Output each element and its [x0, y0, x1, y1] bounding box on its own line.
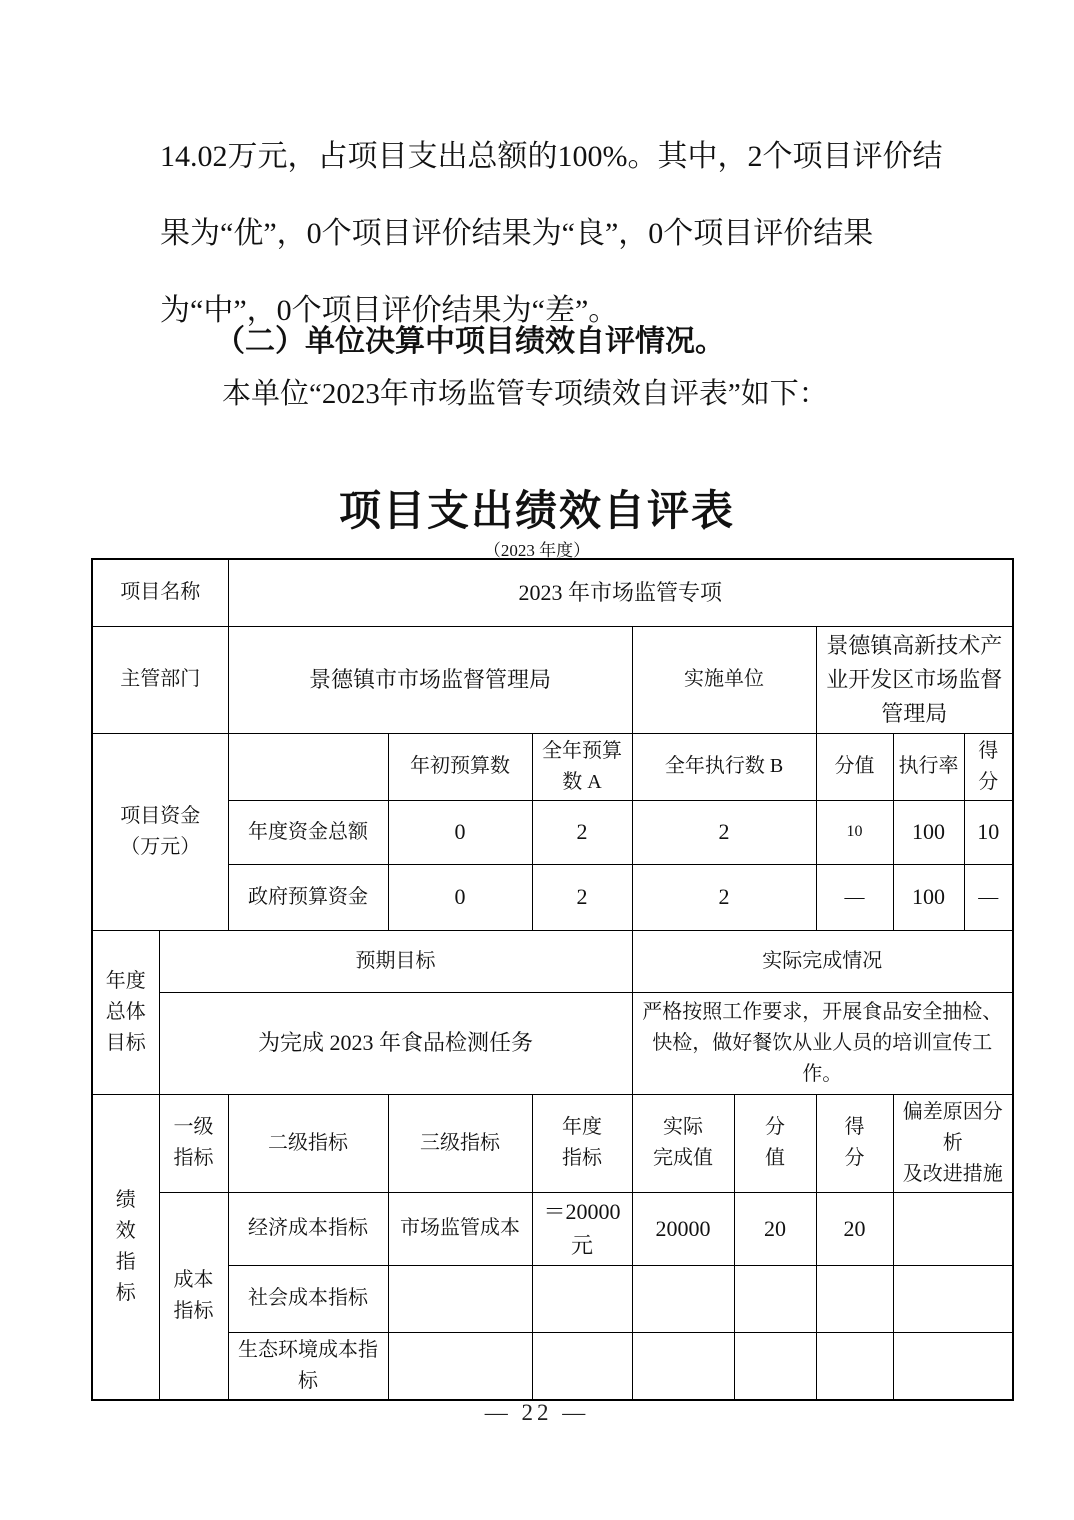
table-row: [92, 1265, 1013, 1332]
body-paragraph: [160, 118, 960, 349]
funding-label: 项目资金 （万元）: [92, 733, 228, 930]
funding-row-label: 年度资金总额: [228, 800, 388, 864]
funding-initial: 0: [388, 800, 532, 864]
table-title: 项目支出绩效自评表: [338, 489, 735, 535]
header-execution-rate: 执行率: [893, 733, 964, 800]
funding-weight: —: [816, 864, 893, 930]
funding-annual: 2: [532, 864, 632, 930]
performance-label: 绩 效 指 标: [92, 1094, 159, 1400]
indicator-weight: 20: [734, 1192, 816, 1265]
table-row: [92, 930, 1013, 992]
expected-goal-header: 预期目标: [159, 930, 632, 992]
funding-empty-header: [228, 733, 388, 800]
header-score: 得 分: [964, 733, 1013, 800]
cost-indicator-group-label: 成本 指标: [159, 1192, 228, 1400]
indicator-level3: [388, 1265, 532, 1332]
header-annual-execution: 全年执行数 B: [632, 733, 816, 800]
header-level2-indicator: 二级指标: [228, 1094, 388, 1192]
indicator-annual-target: ＝20000 元: [532, 1192, 632, 1265]
funding-rate: 100: [893, 800, 964, 864]
table-row: [92, 1332, 1013, 1400]
funding-annual: 2: [532, 800, 632, 864]
header-level3-indicator: 三级指标: [388, 1094, 532, 1192]
indicator-level3: [388, 1332, 532, 1400]
indicator-actual: 20000: [632, 1192, 734, 1265]
impl-unit-value: 景德镇高新技术产业开发区市场监督管理局: [816, 626, 1013, 733]
header-weight: 分值: [816, 733, 893, 800]
table-row: [92, 1094, 1013, 1192]
dept-label: 主管部门: [92, 626, 228, 733]
expected-goal-value: 为完成 2023 年食品检测任务: [159, 992, 632, 1094]
table-row: [92, 1192, 1013, 1265]
table-subtitle: （2023 年度）: [483, 541, 591, 560]
indicator-annual-target: [532, 1332, 632, 1400]
indicator-level3: 市场监管成本: [388, 1192, 532, 1265]
funding-row-label: 政府预算资金: [228, 864, 388, 930]
actual-completion-header: 实际完成情况: [632, 930, 1013, 992]
paragraph-line: 为“中”，0个项目评价结果为“差”。: [160, 294, 619, 327]
dept-value: 景德镇市市场监督管理局: [228, 626, 632, 733]
funding-initial: 0: [388, 864, 532, 930]
annual-goal-label: 年度 总体 目标: [92, 930, 159, 1094]
indicator-deviation: [893, 1332, 1013, 1400]
indicator-actual: [632, 1332, 734, 1400]
table-row: [92, 864, 1013, 930]
indicator-weight: [734, 1265, 816, 1332]
header-score: 得 分: [816, 1094, 893, 1192]
table-row: [92, 626, 1013, 733]
indicator-deviation: [893, 1265, 1013, 1332]
paragraph-line: 14.02万元，占项目支出总额的100%。其中，2个项目评价结: [160, 140, 943, 173]
actual-completion-value: 严格按照工作要求，开展食品安全抽检、快检，做好餐饮从业人员的培训宣传工作。: [632, 992, 1013, 1094]
indicator-score: [816, 1332, 893, 1400]
header-initial-budget: 年初预算数: [388, 733, 532, 800]
intro-sentence: 本单位“2023年市场监管专项绩效自评表”如下：: [222, 378, 828, 410]
table-row: [92, 733, 1013, 800]
indicator-actual: [632, 1265, 734, 1332]
header-actual-value: 实际 完成值: [632, 1094, 734, 1192]
funding-weight: 10: [816, 800, 893, 864]
performance-self-evaluation-table: [91, 558, 1014, 1401]
funding-score: 10: [964, 800, 1013, 864]
indicator-level2: 经济成本指标: [228, 1192, 388, 1265]
impl-unit-label: 实施单位: [632, 626, 816, 733]
header-deviation-analysis: 偏差原因分 析 及改进措施: [893, 1094, 1013, 1192]
header-annual-indicator: 年度 指标: [532, 1094, 632, 1192]
table-row: [92, 800, 1013, 864]
paragraph-line: 果为“优”，0个项目评价结果为“良”，0个项目评价结果: [160, 217, 874, 250]
indicator-score: [816, 1265, 893, 1332]
header-annual-budget: 全年预算 数 A: [532, 733, 632, 800]
section-heading: （二）单位决算中项目绩效自评情况。: [215, 325, 725, 358]
table-row: [92, 992, 1013, 1094]
header-level1-indicator: 一级 指标: [159, 1094, 228, 1192]
indicator-level2: 生态环境成本指标: [228, 1332, 388, 1400]
indicator-level2: 社会成本指标: [228, 1265, 388, 1332]
funding-rate: 100: [893, 864, 964, 930]
project-name-label: 项目名称: [92, 559, 228, 626]
funding-execution: 2: [632, 800, 816, 864]
header-weight: 分 值: [734, 1094, 816, 1192]
indicator-annual-target: [532, 1265, 632, 1332]
page-number: — 22 —: [484, 1400, 590, 1425]
project-name-value: 2023 年市场监管专项: [228, 559, 1013, 626]
table-row: [92, 559, 1013, 626]
indicator-score: 20: [816, 1192, 893, 1265]
indicator-weight: [734, 1332, 816, 1400]
indicator-deviation: [893, 1192, 1013, 1265]
funding-execution: 2: [632, 864, 816, 930]
funding-score: —: [964, 864, 1013, 930]
